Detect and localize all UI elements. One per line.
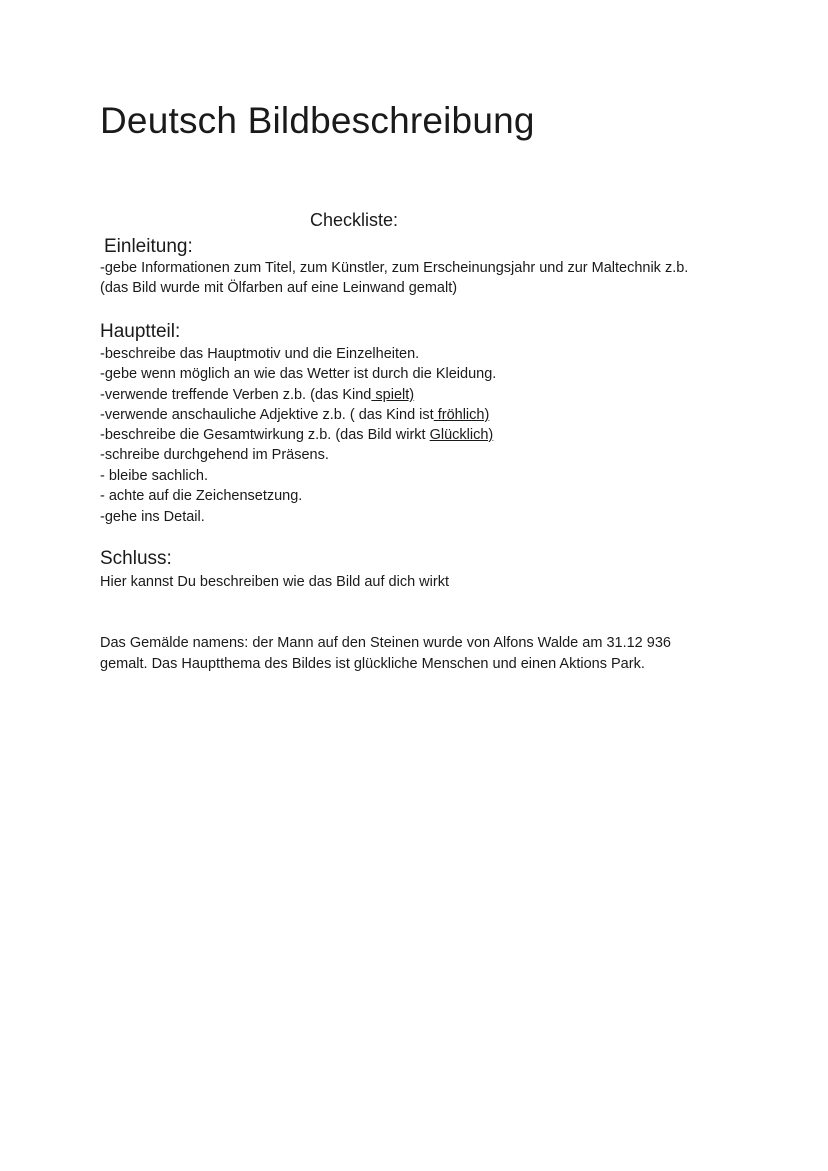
einleitung-heading: Einleitung:: [104, 236, 193, 257]
hauptteil-line: -gebe wenn möglich an wie das Wetter ist durch die Kleidung.: [100, 366, 497, 382]
hauptteil-line: - achte auf die Zeichensetzung.: [100, 488, 303, 504]
body-paragraph-line: Das Gemälde namens: der Mann auf den Steinen wurde von Alfons Walde am 31.12 936: [100, 635, 671, 651]
hauptteil-line-text: -beschreibe die Gesamtwirkung z.b. (das Bild wirkt: [100, 427, 430, 443]
hauptteil-line: -gehe ins Detail.: [100, 509, 205, 525]
hauptteil-line-text: -verwende anschauliche Adjektive z.b. ( das Kind ist: [100, 407, 434, 423]
hauptteil-line: - bleibe sachlich.: [100, 468, 208, 484]
hauptteil-line: [100, 425, 493, 445]
underlined-example: Glücklich): [429, 427, 494, 443]
checklist-heading: Checkliste:: [310, 210, 399, 230]
hauptteil-line: -beschreibe das Hauptmotiv und die Einzelheiten.: [100, 346, 420, 362]
hauptteil-line: -schreibe durchgehend im Präsens.: [100, 447, 329, 463]
einleitung-line: -gebe Informationen zum Titel, zum Künstler, zum Erscheinungsjahr und zur Maltechnik z.b.: [100, 260, 689, 276]
hauptteil-line: [100, 385, 414, 405]
document-title: Deutsch Bildbeschreibung: [100, 100, 535, 141]
hauptteil-line-text: -verwende treffende Verben z.b. (das Kind: [100, 387, 372, 403]
body-paragraph-line: gemalt. Das Hauptthema des Bildes ist glückliche Menschen und einen Aktions Park.: [100, 656, 645, 672]
schluss-line: Hier kannst Du beschreiben wie das Bild auf dich wirkt: [100, 574, 449, 590]
schluss-heading: Schluss:: [100, 548, 172, 569]
hauptteil-line: [100, 405, 489, 425]
hauptteil-heading: Hauptteil:: [100, 321, 181, 342]
underlined-example: spielt): [371, 387, 415, 403]
underlined-example: fröhlich): [433, 407, 490, 423]
einleitung-line: (das Bild wurde mit Ölfarben auf eine Leinwand gemalt): [100, 280, 458, 296]
